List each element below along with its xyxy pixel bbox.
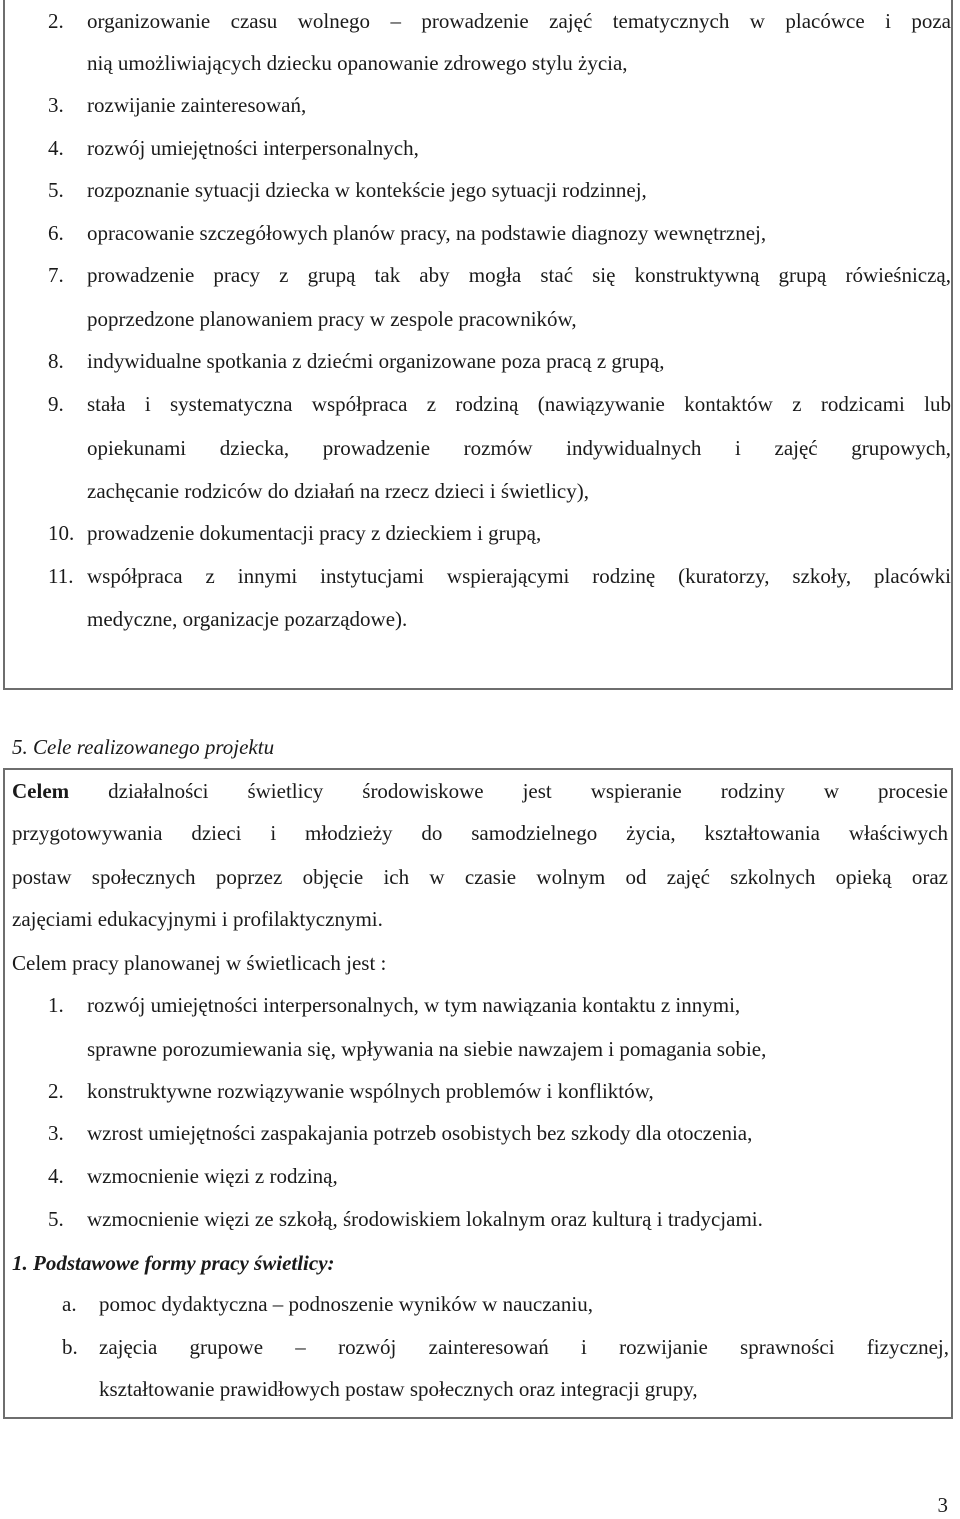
top-list-item-text: prowadzenie dokumentacji pracy z dzieckiem i grupą,: [87, 521, 542, 545]
top-list-item-text: rozwijanie zainteresowań,: [87, 93, 307, 117]
goals-list-item-number: 2.: [48, 1079, 64, 1103]
top-list-item-number: 2.: [48, 9, 64, 33]
section-heading: 5. Cele realizowanego projektu: [12, 735, 275, 759]
page-number: 3: [937, 1493, 948, 1517]
forms-list-item-text: pomoc dydaktyczna – podnoszenie wyników w nauczaniu,: [99, 1292, 593, 1316]
top-list-item-number: 10.: [48, 521, 75, 545]
forms-list-item-text: zajęcia grupowe – rozwój zainteresowań i rozwijanie sprawności fizycznej,: [99, 1335, 949, 1359]
top-list-item-text: prowadzenie pracy z grupą tak aby mogła stać się konstruktywną grupą rówieśniczą,: [87, 263, 951, 287]
top-list-item-number: 8.: [48, 349, 64, 373]
forms-list-item-number: a.: [62, 1292, 77, 1316]
top-list-item-number: 9.: [48, 392, 64, 416]
paragraph-line: postaw społecznych poprzez objęcie ich w czasie wolnym od zajęć szkolnych opieką oraz: [12, 865, 948, 889]
top-list-item-text: medyczne, organizacje pozarządowe).: [87, 607, 408, 631]
top-list-item-text: indywidualne spotkania z dziećmi organizowane poza pracą z grupą,: [87, 349, 665, 373]
goals-list-item-text: sprawne porozumiewania się, wpływania na siebie nawzajem i pomagania sobie,: [87, 1037, 767, 1061]
top-list-item-number: 6.: [48, 221, 64, 245]
goals-list-item-number: 5.: [48, 1207, 64, 1231]
top-list-item-text: rozpoznanie sytuacji dziecka w kontekście jego sytuacji rodzinnej,: [87, 178, 647, 202]
top-list-item-number: 11.: [48, 564, 74, 588]
top-list-item-text: współpraca z innymi instytucjami wspierającymi rodzinę (kuratorzy, szkoły, placówki: [87, 564, 951, 588]
forms-list-item-text: kształtowanie prawidłowych postaw społecznych oraz integracji grupy,: [99, 1377, 698, 1401]
paragraph-line: zajęciami edukacyjnymi i profilaktycznymi.: [12, 907, 383, 931]
goals-list-item-text: wzrost umiejętności zaspakajania potrzeb osobistych bez szkody dla otoczenia,: [87, 1121, 753, 1145]
top-list-item-text: opracowanie szczegółowych planów pracy, na podstawie diagnozy wewnętrznej,: [87, 221, 767, 245]
top-list-item-number: 7.: [48, 263, 64, 287]
top-list-item-text: rozwój umiejętności interpersonalnych,: [87, 136, 419, 160]
top-list-item-text: stała i systematyczna współpraca z rodziną (nawiązywanie kontaktów z rodzicami lub: [87, 392, 951, 416]
top-list-item-text: zachęcanie rodziców do działań na rzecz dzieci i świetlicy),: [87, 479, 589, 503]
goals-list-item-text: wzmocnienie więzi z rodziną,: [87, 1164, 338, 1188]
goals-list-item-text: rozwój umiejętności interpersonalnych, w tym nawiązania kontaktu z innymi,: [87, 993, 741, 1017]
paragraph-line-text: działalności świetlicy środowiskowe jest wspieranie rodziny w procesie: [108, 779, 949, 803]
paragraph-bold-lead: Celem: [12, 779, 70, 803]
top-list-item-text: poprzedzone planowaniem pracy w zespole pracowników,: [87, 307, 577, 331]
goals-list-item-text: konstruktywne rozwiązywanie wspólnych problemów i konfliktów,: [87, 1079, 654, 1103]
paragraph-line: [12, 778, 948, 804]
top-list-item-number: 3.: [48, 93, 64, 117]
top-list-item-number: 4.: [48, 136, 64, 160]
top-list-item-text: opiekunami dziecka, prowadzenie rozmów indywidualnych i zajęć grupowych,: [87, 436, 951, 460]
goals-list-item-text: wzmocnienie więzi ze szkołą, środowiskiem lokalnym oraz kulturą i tradycjami.: [87, 1207, 763, 1231]
goals-list-item-number: 1.: [48, 993, 64, 1017]
intro-line: Celem pracy planowanej w świetlicach jest :: [12, 951, 387, 975]
top-list-item-text: organizowanie czasu wolnego – prowadzenie zajęć tematycznych w placówce i poza: [87, 9, 951, 33]
goals-list-item-number: 4.: [48, 1164, 64, 1188]
top-list-item-number: 5.: [48, 178, 64, 202]
forms-list-item-number: b.: [62, 1335, 78, 1359]
forms-heading: 1. Podstawowe formy pracy świetlicy:: [12, 1251, 335, 1275]
top-list-item-text: nią umożliwiających dziecku opanowanie zdrowego stylu życia,: [87, 51, 628, 75]
paragraph-line: przygotowywania dzieci i młodzieży do samodzielnego życia, kształtowania właściwych: [12, 821, 948, 845]
goals-list-item-number: 3.: [48, 1121, 64, 1145]
